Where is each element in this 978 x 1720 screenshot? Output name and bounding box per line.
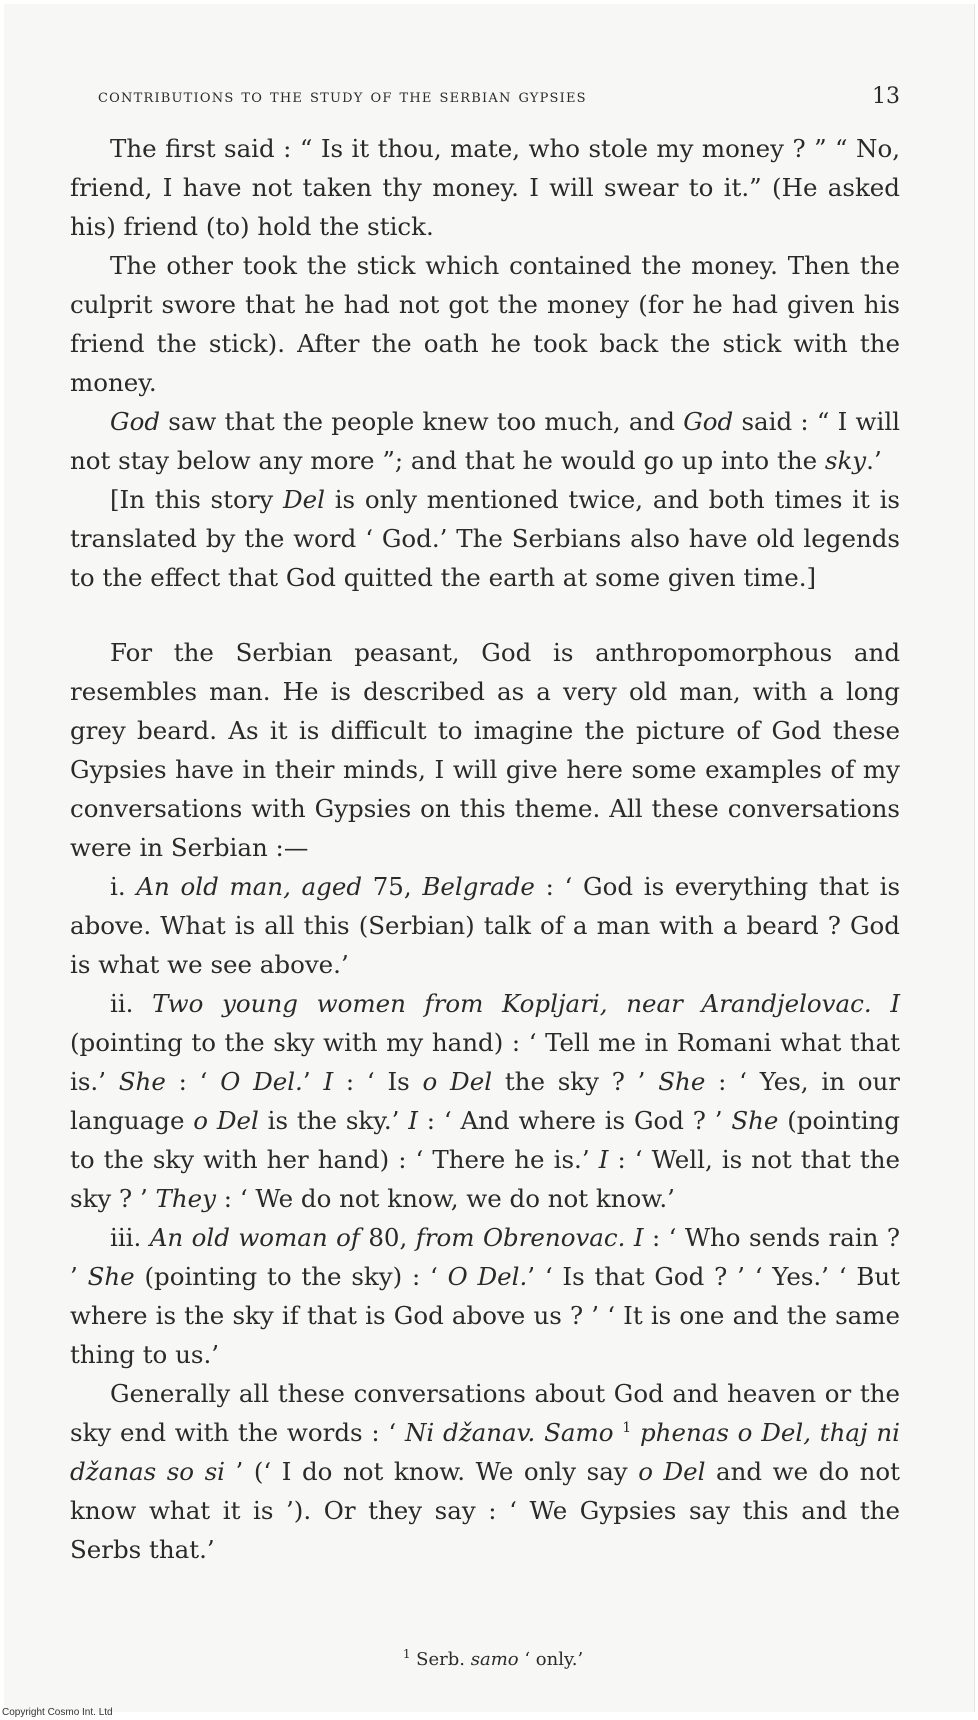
text-run: 80, — [359, 1223, 416, 1252]
footnote-prefix: Serb. — [410, 1649, 471, 1670]
paragraph — [70, 1218, 900, 1374]
book-page — [4, 4, 975, 1712]
italic-run: God — [110, 407, 161, 436]
italic-run: I — [323, 1067, 334, 1096]
text-run: and we do not know what it is ’). Or they say : ‘ We Gypsies say this and the Serbs that.’ — [70, 1457, 900, 1564]
italic-run: O Del. — [447, 1262, 528, 1291]
text-run: is the sky.’ — [258, 1106, 409, 1135]
text-run: (pointing to the sky) : ‘ — [134, 1262, 448, 1291]
text-run: i. — [110, 872, 137, 901]
paragraph — [70, 129, 900, 246]
copyright-notice: Copyright Cosmo Int. Ltd — [2, 1707, 113, 1718]
text-run: (pointing to the sky with my hand) : ‘ Tell me in Romani what that is.’ — [70, 1028, 900, 1096]
italic-run: Ni džanav. Samo — [404, 1418, 614, 1447]
text-run: : ‘ Is — [333, 1067, 423, 1096]
italic-run: God — [683, 407, 734, 436]
paragraph — [70, 246, 900, 402]
text-run: is only mentioned twice, and both times it is translated by the word ‘ God.’ The Serbians also have old legends to the effect that God quitted the earth at some given time.] — [70, 485, 900, 592]
text-run: ’ (‘ I do not know. We only say — [224, 1457, 639, 1486]
text-run: 75, — [362, 872, 423, 901]
italic-run: Belgrade — [422, 872, 535, 901]
italic-run: I — [408, 1106, 418, 1135]
text-run: : ‘ And where is God ? ’ — [417, 1106, 732, 1135]
italic-run: They — [155, 1184, 217, 1213]
paragraph — [70, 402, 900, 480]
italic-run: phenas o Del, thaj ni džanas so si — [70, 1418, 900, 1486]
footnote-term: samo — [470, 1649, 519, 1670]
italic-run: She — [87, 1262, 135, 1291]
italic-run: She — [658, 1067, 706, 1096]
text-run: ’ — [302, 1067, 324, 1096]
italic-run: An old woman of — [149, 1223, 360, 1252]
footnote-marker: 1 — [402, 1647, 411, 1661]
italic-run: I — [598, 1145, 609, 1174]
italic-run: She — [731, 1106, 779, 1135]
italic-run: An old man, aged — [136, 872, 363, 901]
paragraph — [70, 633, 900, 867]
text-run: : ‘ Who sends rain ? ’ — [70, 1223, 901, 1291]
italic-run: O Del. — [220, 1067, 303, 1096]
text-run: .’ — [866, 446, 882, 475]
text-run: ’ ‘ Is that God ? ’ ‘ Yes.’ ‘ But where is the sky if that is God above us ? ’ ‘ It is one and the same thing to us.’ — [70, 1262, 900, 1369]
italic-run: o Del — [422, 1067, 493, 1096]
paragraph — [70, 984, 900, 1218]
text-run: (pointing to the sky with her hand) : ‘ There he is.’ — [70, 1106, 900, 1174]
text-run: : ‘ Well, is not that the sky ? ’ — [70, 1145, 901, 1213]
footnote — [4, 1649, 978, 1670]
footnote-ref: 1 — [622, 1419, 632, 1436]
text-run — [631, 1418, 640, 1447]
paragraph — [70, 480, 900, 597]
text-run: For the Serbian peasant, God is anthropomorphous and resembles man. He is described as a very old man, with a long grey beard. As it is difficult to imagine the picture of God these Gypsies have in their minds, I will give here some examples of my conversations with Gypsies on this theme. All these conversations were in Serbian :— — [70, 638, 900, 862]
italic-run: o Del — [193, 1106, 259, 1135]
italic-run: Del — [282, 485, 325, 514]
body-text — [70, 129, 900, 1569]
text-run: The first said : “ Is it thou, mate, who stole my money ? ” “ No, friend, I have not taken thy money. I will swear to it.” (He asked his) friend (to) hold the stick. — [70, 134, 900, 241]
paragraph — [70, 867, 900, 984]
paragraph — [70, 1374, 900, 1569]
text-run: the sky ? ’ — [492, 1067, 659, 1096]
page-number: 13 — [872, 84, 900, 109]
text-run: : ‘ — [165, 1067, 221, 1096]
text-run: ii. — [110, 989, 153, 1018]
text-run: [In this story — [110, 485, 283, 514]
text-run: Generally all these conversations about God and heaven or the sky end with the words : ‘ — [70, 1379, 900, 1447]
text-run: : ‘ Yes, in our language — [70, 1067, 901, 1135]
italic-run: She — [118, 1067, 166, 1096]
text-run: said : “ I will not stay below any more ”; and that he would go up into the — [70, 407, 901, 475]
footnote-gloss: ‘ only.’ — [518, 1649, 584, 1670]
text-run: : ‘ God is everything that is above. What is all this (Serbian) talk of a man with a beard ? God is what we see above.’ — [70, 872, 901, 979]
italic-run: from Obrenovac. I — [415, 1223, 644, 1252]
italic-run: sky — [824, 446, 867, 475]
text-run: saw that the people knew too much, and — [160, 407, 684, 436]
text-run — [614, 1418, 623, 1447]
text-run: iii. — [110, 1223, 150, 1252]
text-run: The other took the stick which contained the money. Then the culprit swore that he had not got the money (for he had given his friend the stick). After the oath he took back the stick with the money. — [70, 251, 900, 397]
italic-run: Two young women from Kopljari, near Arandjelovac. I — [152, 989, 900, 1018]
italic-run: o Del — [638, 1457, 706, 1486]
running-title: contributions to the study of the serbian gypsies — [98, 86, 587, 107]
text-run: : ‘ We do not know, we do not know.’ — [216, 1184, 675, 1213]
page-header — [98, 84, 900, 112]
